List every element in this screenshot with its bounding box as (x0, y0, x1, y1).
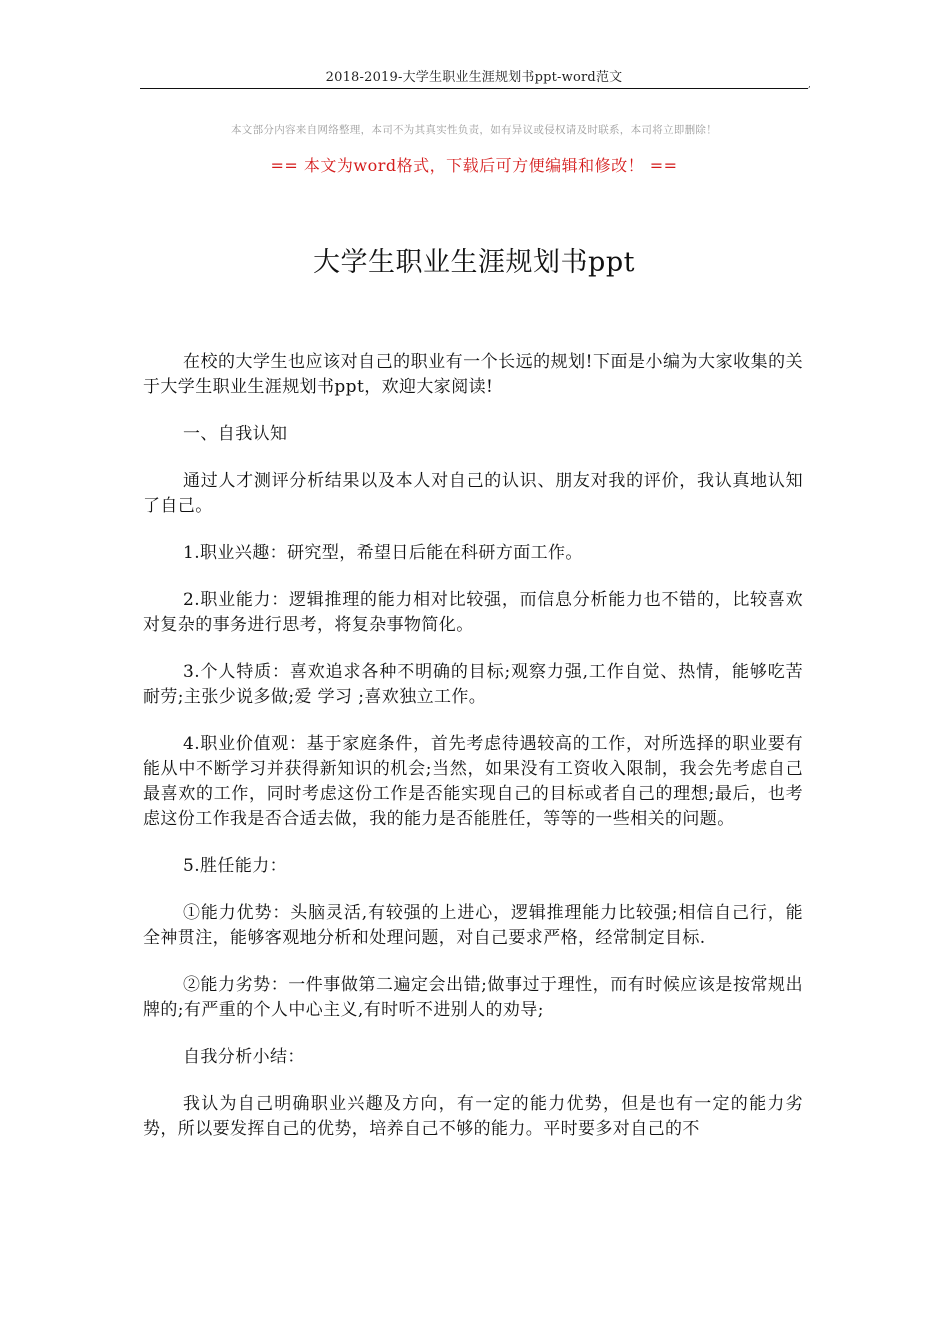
paragraph-strengths: ①能力优势：头脑灵活,有较强的上进心，逻辑推理能力比较强;相信自己行，能全神贯注，能够客观地分析和处理问题，对自己要求严格，经常制定目标. (143, 903, 803, 948)
paragraph-self-awareness: 通过人才测评分析结果以及本人对自己的认识、朋友对我的评价，我认真地认知了自己。 (143, 471, 803, 516)
paragraph-summary: 我认为自己明确职业兴趣及方向，有一定的能力优势，但是也有一定的能力劣势，所以要发挥自己的优势，培养自己不够的能力。平时要多对自己的不 (143, 1094, 803, 1139)
format-notice: == 本文为word格式，下载后可方便编辑和修改！ == (270, 156, 678, 175)
page-header-title: 2018-2019-大学生职业生涯规划书ppt-word范文 (325, 70, 623, 85)
paragraph-competence-heading: 5.胜任能力： (183, 856, 288, 876)
section-heading-self-awareness: 一、自我认知 (183, 424, 288, 444)
paragraph-career-interest: 1.职业兴趣：研究型，希望日后能在科研方面工作。 (183, 543, 583, 563)
header-divider (140, 88, 808, 89)
paragraph-weaknesses: ②能力劣势：一件事做第二遍定会出错;做事过于理性，而有时候应该是按常规出牌的;有严重的个人中心主义,有时听不进别人的劝导; (143, 975, 803, 1020)
paragraph-career-values: 4.职业价值观：基于家庭条件，首先考虑待遇较高的工作，对所选择的职业要有能从中不断学习并获得新知识的机会;当然，如果没有工资收入限制，我会先考虑自己最喜欢的工作，同时考虑这份工作是否能实现自己的目标或者自己的理想;最后，也考虑这份工作我是否合适去做，我的能力是否能胜任，等等的一些相关的问题。 (143, 734, 803, 829)
paragraph-personal-traits: 3.个人特质：喜欢追求各种不明确的目标;观察力强,工作自觉、热情，能够吃苦耐劳;主张少说多做;爱 学习 ;喜欢独立工作。 (143, 662, 803, 707)
document-title: 大学生职业生涯规划书ppt (313, 247, 635, 278)
paragraph-career-ability: 2.职业能力：逻辑推理的能力相对比较强，而信息分析能力也不错的，比较喜欢对复杂的事务进行思考，将复杂事物简化。 (143, 590, 803, 635)
document-body (143, 350, 803, 1164)
paragraph-intro: 在校的大学生也应该对自己的职业有一个长远的规划!下面是小编为大家收集的关于大学生职业生涯规划书ppt，欢迎大家阅读! (143, 352, 803, 397)
paragraph-summary-heading: 自我分析小结： (183, 1047, 305, 1067)
page-header-mark: , (808, 80, 811, 90)
disclaimer-text: 本文部分内容来自网络整理，本司不为其真实性负责，如有异议或侵权请及时联系，本司将立即删除！ (231, 124, 717, 136)
